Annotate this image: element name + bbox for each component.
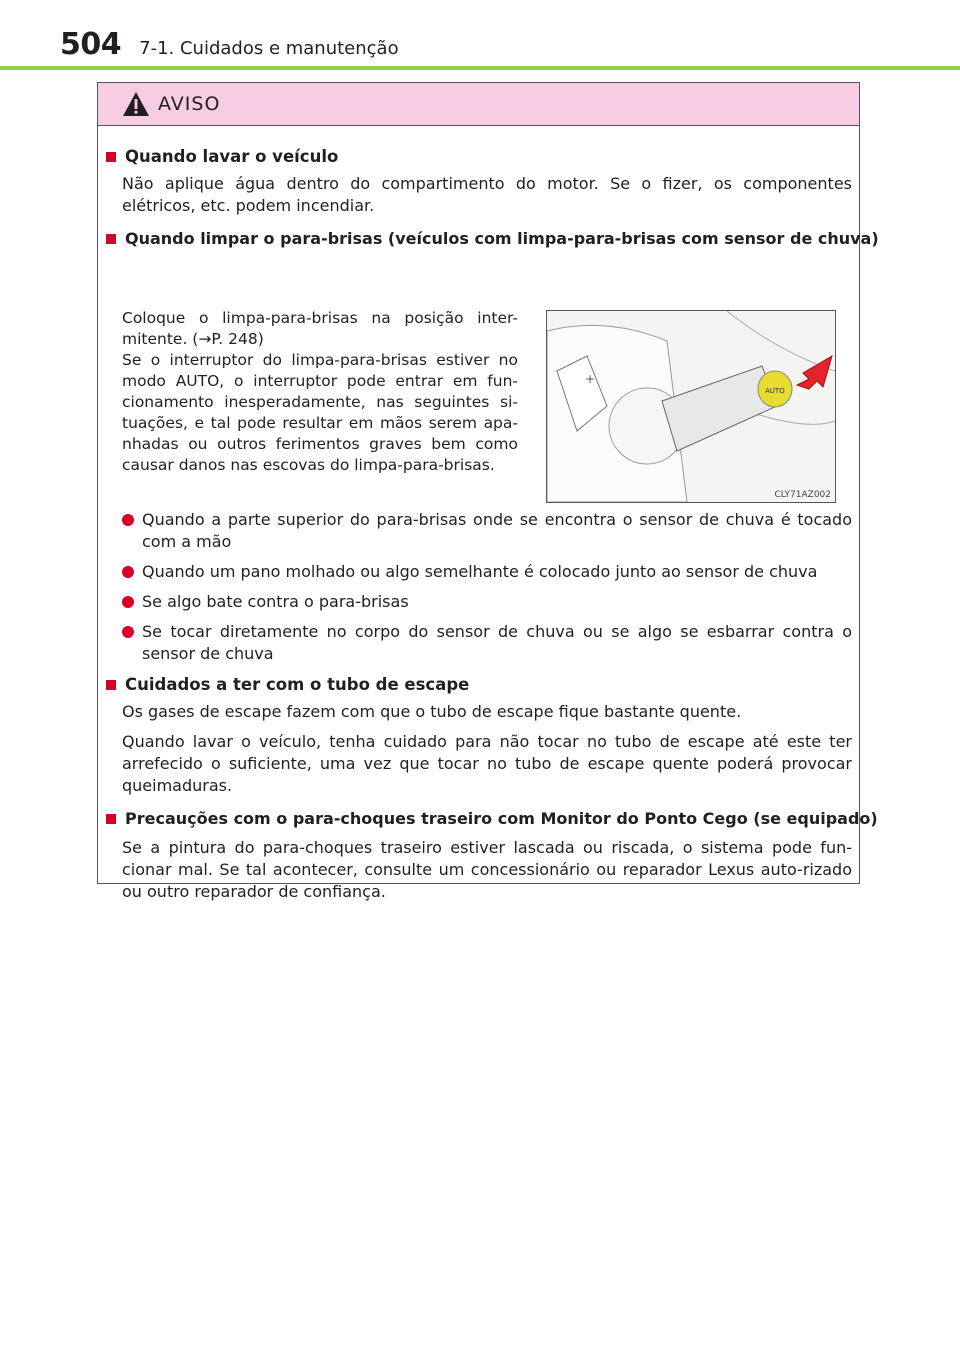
- arrow-icon: →: [198, 330, 212, 348]
- heading-text: Cuidados a ter com o tubo de escape: [125, 675, 470, 694]
- bullet-item: [122, 561, 852, 583]
- heading-washing: [106, 147, 338, 166]
- square-bullet-icon: [106, 814, 116, 824]
- warning-header: [98, 83, 859, 126]
- bullet-item: [122, 591, 852, 613]
- wiper-switch-figure: [546, 310, 836, 503]
- round-bullet-icon: [122, 626, 134, 638]
- warning-box: [97, 82, 879, 901]
- heading-bumper: [106, 809, 878, 828]
- paragraph-exhaust-1: Os gases de escape fazem com que o tubo de escape fique bastante quente.: [122, 702, 742, 721]
- round-bullet-icon: [122, 596, 134, 608]
- page-reference: P. 248): [211, 330, 264, 348]
- intro-text: Se o interruptor do limpa-para-brisas estiver no modo AUTO, o interruptor pode entrar em fun-cionamento inesperadamente, nas seguintes si-tuações, e tal pode resultar em mãos serem apa-nhadas ou outros ferimentos graves bem como causar danos nas escovas do limpa-para-brisas.: [122, 351, 518, 474]
- round-bullet-icon: [122, 566, 134, 578]
- square-bullet-icon: [106, 680, 116, 690]
- header-rule: [0, 66, 960, 70]
- bullet-text: Quando a parte superior do para-brisas onde se encontra o sensor de chuva é tocado com a mão: [142, 510, 852, 551]
- heading-windshield: [106, 229, 879, 248]
- figure-label: AUTO: [765, 387, 785, 395]
- paragraph-washing: Não aplique água dentro do compartimento do motor. Se o fizer, os componentes elétricos, etc. podem incendiar.: [122, 174, 852, 215]
- bullet-item: [122, 621, 852, 665]
- square-bullet-icon: [106, 152, 116, 162]
- heading-text: Precauções com o para-choques traseiro com Monitor do Ponto Cego (se equipado): [125, 809, 878, 828]
- bullet-text: Se algo bate contra o para-brisas: [142, 592, 409, 611]
- heading-text: Quando lavar o veículo: [125, 147, 339, 166]
- bullet-item: [122, 509, 852, 553]
- paragraph-exhaust-2: Quando lavar o veículo, tenha cuidado para não tocar no tubo de escape até este ter arrefecido o suficiente, uma vez que tocar no tubo de escape quente poderá provocar queimaduras.: [122, 732, 852, 795]
- heading-text: Quando limpar o para-brisas (veículos com limpa-para-brisas com sensor de chuva): [125, 229, 879, 248]
- warning-triangle-icon: [122, 91, 150, 117]
- wiper-switch-illustration: [547, 311, 835, 502]
- figure-code: CLY71AZ002: [774, 490, 831, 500]
- warning-title: AVISO: [158, 93, 221, 115]
- round-bullet-icon: [122, 514, 134, 526]
- page-number: 504: [60, 27, 122, 62]
- svg-text:+: +: [585, 372, 596, 386]
- heading-exhaust: [106, 675, 469, 694]
- square-bullet-icon: [106, 234, 116, 244]
- intro-line: Coloque o limpa-para-brisas na posição inter-mitente. (: [122, 309, 518, 348]
- windshield-intro: [122, 308, 518, 476]
- bullet-text: Quando um pano molhado ou algo semelhante é colocado junto ao sensor de chuva: [142, 562, 818, 581]
- page-header: [60, 22, 399, 62]
- bullet-text: Se tocar diretamente no corpo do sensor de chuva ou se algo se esbarrar contra o sensor de chuva: [142, 622, 852, 663]
- paragraph-bumper: Se a pintura do para-choques traseiro estiver lascada ou riscada, o sistema pode fun-cionar mal. Se tal acontecer, consulte um concessionário ou reparador Lexus auto-rizado ou outro reparador de confiança.: [122, 838, 852, 901]
- section-title: 7-1. Cuidados e manutenção: [139, 38, 399, 59]
